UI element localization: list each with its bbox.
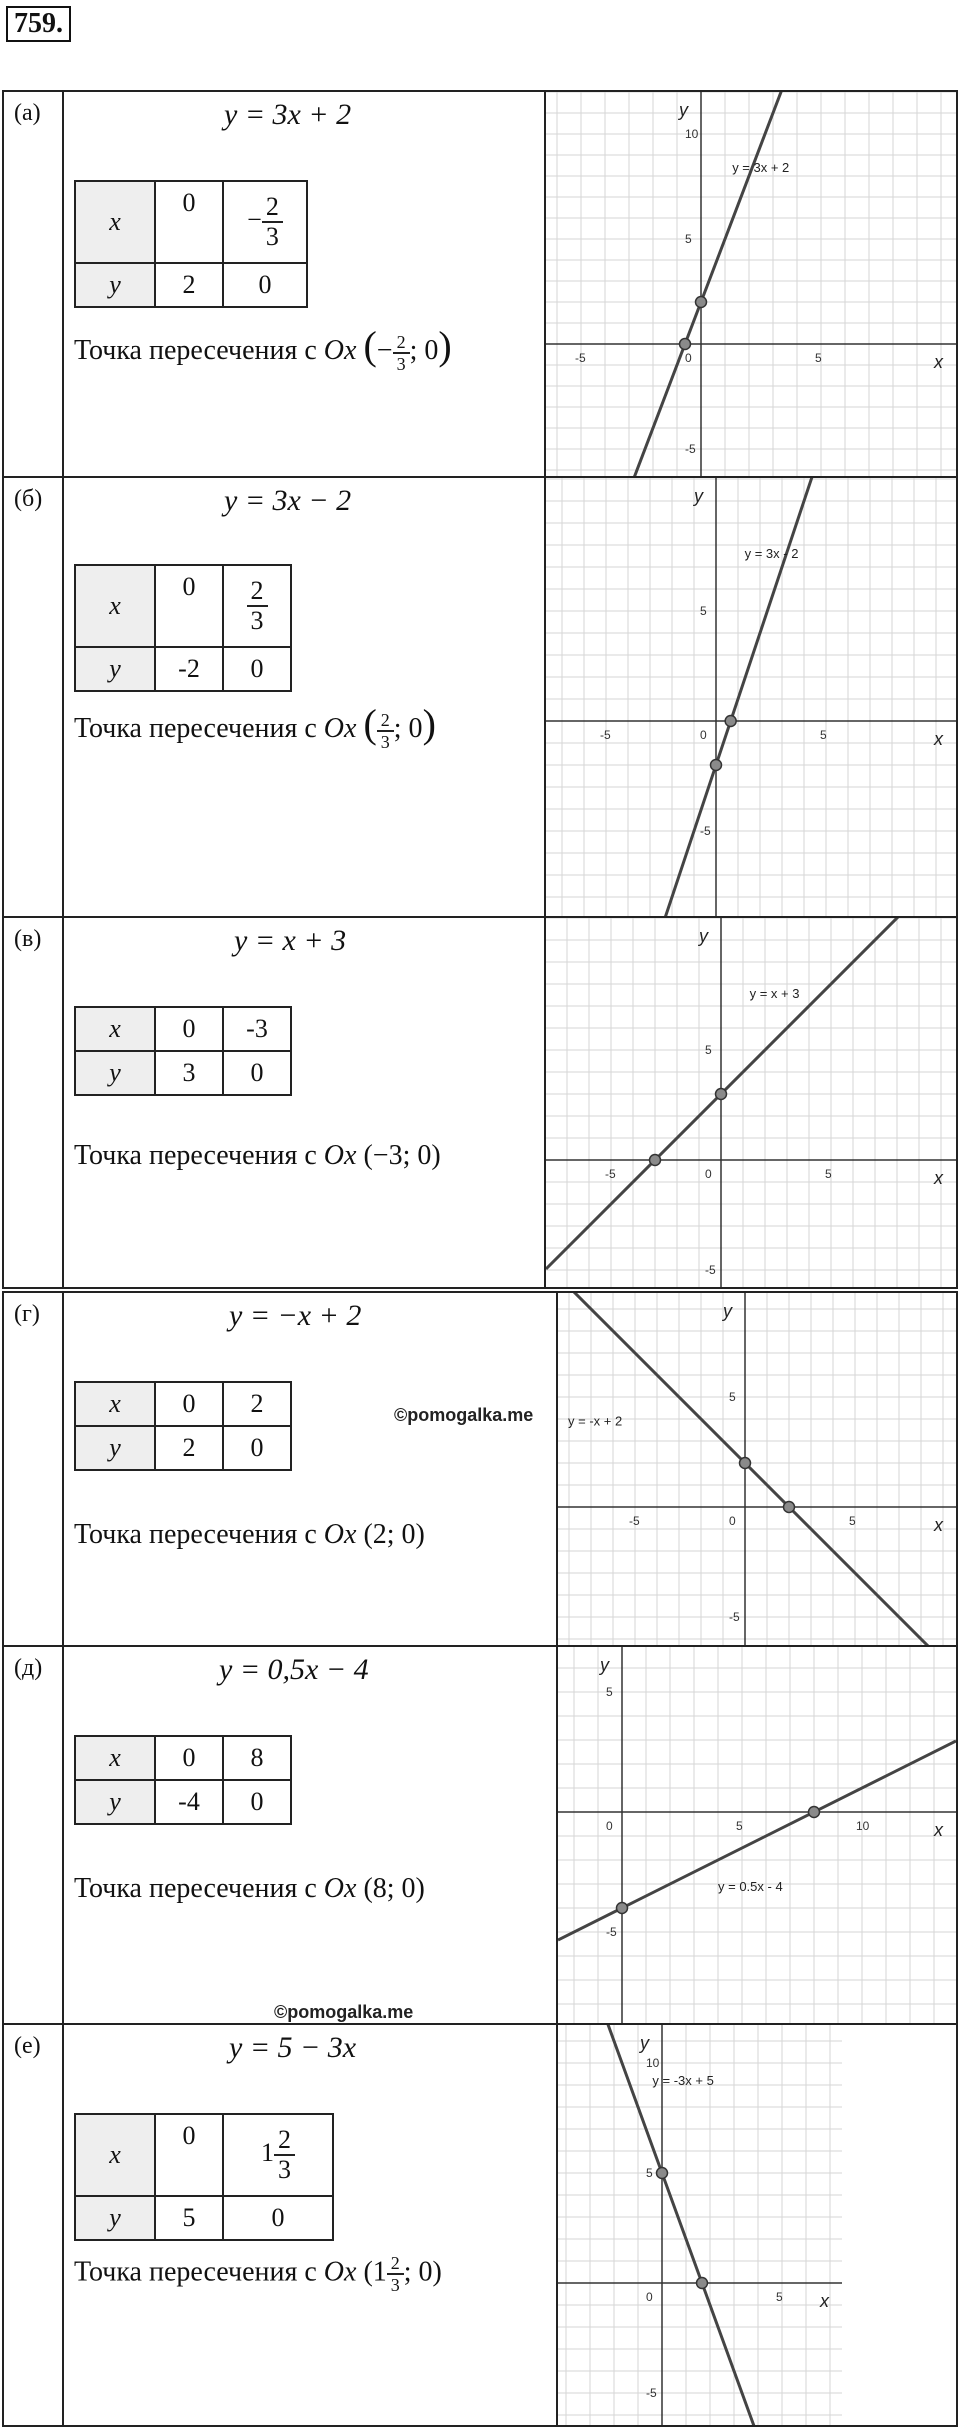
content-cell: [62, 476, 546, 918]
content-cell: [62, 2023, 558, 2427]
y-header: y: [75, 1426, 155, 1470]
axis-name: Ox: [323, 713, 357, 744]
part-label: (в): [14, 926, 42, 952]
part-row-f: [0, 2023, 960, 2427]
x-axis-label: x: [934, 352, 943, 372]
watermark: ©pomogalka.me: [274, 2002, 414, 2022]
intersection-point: (−3; 0): [363, 1140, 441, 1171]
tick-label: -5: [575, 351, 586, 365]
tick-label: -5: [646, 2386, 657, 2400]
x-value: 2: [223, 1382, 291, 1426]
intersection-text: Точка пересечения с Ox (1 $\frac{2}{3}$ ; 0): [74, 2253, 442, 2295]
function-line: [558, 1293, 956, 1645]
intersection-point-marker: [650, 1155, 661, 1166]
x-value-fraction: − $\frac{2}{3}$: [223, 181, 307, 263]
y-axis-label: y: [600, 1655, 609, 1675]
graph: [558, 2025, 842, 2425]
tick-label: 0: [646, 2290, 653, 2304]
x-header: x: [75, 1736, 155, 1780]
tick-label: -5: [600, 728, 611, 742]
graph-cell: [544, 476, 958, 918]
equation: y = −x + 2: [229, 1299, 362, 1332]
intersection-point-marker: [740, 1458, 751, 1469]
x-value: 0: [155, 1382, 223, 1426]
equation: y = 5 − 3x: [229, 2031, 357, 2064]
intersection-text: Точка пересечения с Ox (− $\frac{2}{3}$ ; 0): [74, 323, 452, 374]
value-table: [74, 1381, 292, 1471]
x-value: 8: [223, 1736, 291, 1780]
tick-label: 5: [736, 1819, 743, 1833]
graph: [546, 918, 956, 1287]
equation: y = 3x − 2: [224, 484, 352, 517]
x-value: 0: [155, 2114, 223, 2196]
tick-label: 5: [646, 2166, 653, 2180]
content-cell: [62, 916, 546, 1289]
y-value: 0: [223, 1426, 291, 1470]
function-line: [546, 478, 956, 916]
y-axis-label: y: [699, 926, 708, 946]
x-value: 0: [155, 1736, 223, 1780]
intersection-point-marker: [711, 760, 722, 771]
intersection-prefix: Точка пересечения с: [74, 1519, 317, 1550]
x-value-fraction: 1 $\frac{2}{3}$: [223, 2114, 333, 2196]
x-axis-label: x: [934, 729, 943, 749]
equation: y = x + 3: [234, 924, 347, 957]
tick-label: 0: [606, 1819, 613, 1833]
tick-label: 0: [700, 728, 707, 742]
intersection-point-marker: [697, 2278, 708, 2289]
equation: y = 3x + 2: [224, 98, 352, 131]
y-value: 2: [155, 263, 223, 307]
tick-label: 5: [849, 1514, 856, 1528]
intersection-point: (2; 0): [363, 1519, 425, 1550]
y-value: 0: [223, 1780, 291, 1824]
y-axis-label: y: [694, 486, 703, 506]
tick-label: 5: [685, 232, 692, 246]
tick-label: 5: [729, 1390, 736, 1404]
tick-label: 0: [685, 351, 692, 365]
part-row-c: [0, 916, 960, 1289]
watermark: ©pomogalka.me: [394, 1405, 534, 1425]
intersection-point-marker: [784, 1502, 795, 1513]
function-line: [546, 92, 956, 476]
problem-number: 759.: [6, 6, 71, 42]
content-cell: [62, 1645, 558, 2025]
x-value: -3: [223, 1007, 291, 1051]
intersection-point-marker: [696, 297, 707, 308]
y-value: 5: [155, 2196, 223, 2240]
intersection-point-marker: [809, 1807, 820, 1818]
intersection-point-marker: [680, 339, 691, 350]
graph-cell: [544, 916, 958, 1289]
tick-label: -5: [629, 1514, 640, 1528]
y-value: -2: [155, 647, 223, 691]
part-label: (д): [14, 1655, 43, 1681]
line-label: y = -x + 2: [568, 1413, 623, 1429]
label-cell: [2, 2023, 64, 2427]
tick-label: 5: [820, 728, 827, 742]
tick-label: -5: [605, 1167, 616, 1181]
part-row-d: [0, 1291, 960, 1647]
intersection-text: [74, 1140, 441, 1172]
intersection-point: (8; 0): [363, 1873, 425, 1904]
x-axis-label: x: [934, 1515, 943, 1535]
tick-label: -5: [685, 442, 696, 456]
label-cell: [2, 916, 64, 1289]
y-axis-label: y: [679, 100, 688, 120]
tick-label: 10: [646, 2056, 660, 2070]
value-table: [74, 564, 292, 692]
tick-label: 5: [705, 1043, 712, 1057]
axis-name: Ox: [323, 2256, 357, 2288]
y-axis-label: y: [640, 2033, 649, 2053]
tick-label: 5: [606, 1685, 613, 1699]
intersection-prefix: Точка пересечения с: [74, 713, 317, 744]
line-label: y = 3x + 2: [732, 160, 790, 175]
tick-label: -5: [705, 1263, 716, 1277]
tick-label: 5: [815, 351, 822, 365]
axis-name: Ox: [323, 1873, 357, 1904]
y-header: y: [75, 1051, 155, 1095]
value-table: [74, 180, 308, 308]
label-cell: [2, 90, 64, 478]
y-header: y: [75, 2196, 155, 2240]
graph-cell: [556, 1645, 958, 2025]
x-value: 0: [155, 181, 223, 263]
y-header: y: [75, 263, 155, 307]
label-cell: [2, 476, 64, 918]
intersection-text: Точка пересечения с Ox ( $\frac{2}{3}$ ; 0): [74, 701, 436, 752]
graph: [558, 1647, 956, 2023]
part-label: (б): [14, 486, 43, 512]
tick-label: -5: [729, 1610, 740, 1624]
tick-label: 10: [685, 127, 699, 141]
x-header: x: [75, 181, 155, 263]
intersection-point-marker: [617, 1903, 628, 1914]
x-header: x: [75, 1007, 155, 1051]
x-axis-label: x: [934, 1168, 943, 1188]
intersection-point-marker: [657, 2168, 668, 2179]
tick-label: 10: [856, 1819, 870, 1833]
graph-cell: [556, 1291, 958, 1647]
intersection-prefix: Точка пересечения с: [74, 1140, 317, 1171]
intersection-point-marker: [716, 1089, 727, 1100]
part-label: (а): [14, 100, 41, 126]
graph: [546, 92, 956, 476]
y-value: 0: [223, 647, 291, 691]
content-cell: [62, 1291, 558, 1647]
intersection-prefix: Точка пересечения с: [74, 2256, 317, 2288]
x-header: x: [75, 1382, 155, 1426]
graph-cell: [544, 90, 958, 478]
axis-name: Ox: [323, 335, 357, 366]
y-header: y: [75, 647, 155, 691]
axis-name: Ox: [323, 1140, 357, 1171]
line-label: y = -3x + 5: [652, 2073, 714, 2088]
axis-name: Ox: [323, 1519, 357, 1550]
x-value-fraction: $\frac{2}{3}$: [223, 565, 291, 647]
tick-label: 0: [705, 1167, 712, 1181]
part-row-b: [0, 476, 960, 918]
y-value: 0: [223, 1051, 291, 1095]
value-table: [74, 1006, 292, 1096]
label-cell: [2, 1645, 64, 2025]
value-table: [74, 1735, 292, 1825]
part-row-e: [0, 1645, 960, 2025]
intersection-prefix: Точка пересечения с: [74, 335, 317, 366]
x-axis-label: x: [820, 2291, 829, 2311]
tick-label: 5: [776, 2290, 783, 2304]
equation: y = 0,5x − 4: [219, 1653, 369, 1686]
graph: [546, 478, 956, 916]
x-header: x: [75, 2114, 155, 2196]
x-axis-label: x: [934, 1820, 943, 1840]
label-cell: [2, 1291, 64, 1647]
line-label: y = 0.5x - 4: [718, 1879, 783, 1895]
intersection-prefix: Точка пересечения с: [74, 1873, 317, 1904]
y-axis-label: y: [723, 1301, 732, 1321]
content-cell: [62, 90, 546, 478]
graph-cell: [556, 2023, 958, 2427]
tick-label: 5: [825, 1167, 832, 1181]
y-header: y: [75, 1780, 155, 1824]
tick-label: -5: [700, 824, 711, 838]
tick-label: 5: [700, 604, 707, 618]
y-value: -4: [155, 1780, 223, 1824]
tick-label: 0: [729, 1514, 736, 1528]
intersection-text: [74, 1519, 425, 1551]
part-label: (г): [14, 1301, 40, 1327]
y-value: 3: [155, 1051, 223, 1095]
x-value: 0: [155, 565, 223, 647]
y-value: 2: [155, 1426, 223, 1470]
value-table: [74, 2113, 334, 2241]
line-label: y = 3x - 2: [744, 546, 799, 561]
intersection-point-marker: [725, 716, 736, 727]
graph: [558, 1293, 956, 1645]
x-header: x: [75, 565, 155, 647]
part-label: (е): [14, 2033, 41, 2059]
x-value: 0: [155, 1007, 223, 1051]
intersection-text: [74, 1873, 425, 1905]
y-value: 0: [223, 2196, 333, 2240]
y-value: 0: [223, 263, 307, 307]
part-row-a: [0, 90, 960, 478]
tick-label: -5: [606, 1925, 617, 1939]
line-label: y = x + 3: [749, 986, 800, 1001]
